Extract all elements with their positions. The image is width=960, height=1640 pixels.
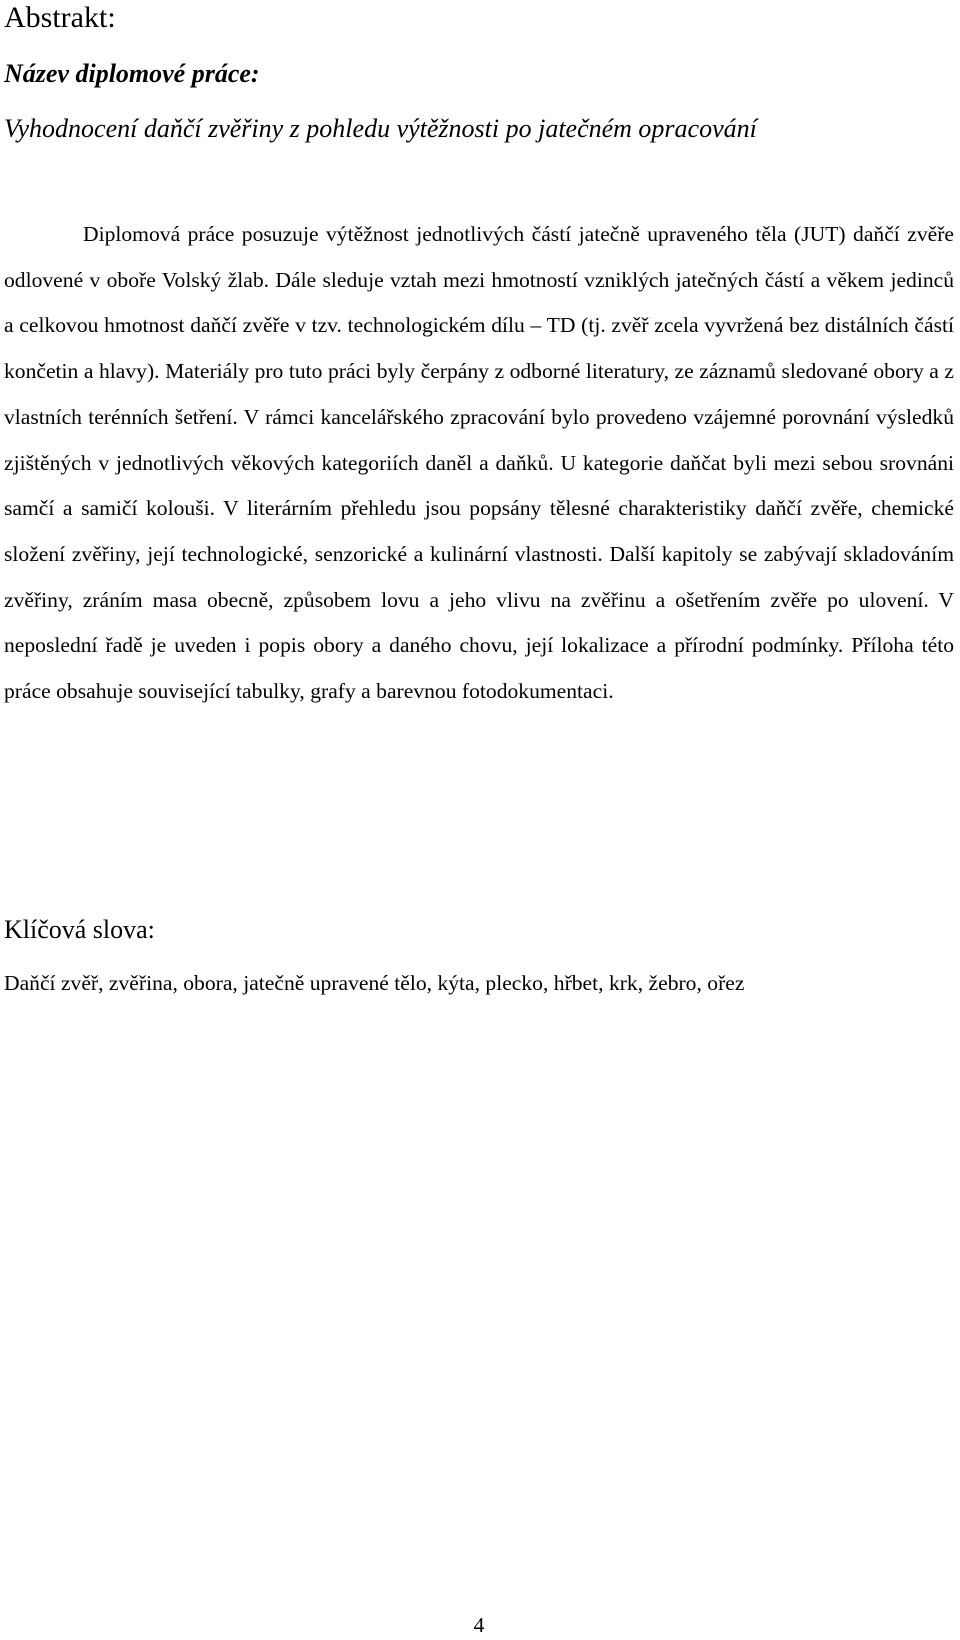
thesis-title-label: Název diplomové práce: xyxy=(4,59,260,88)
abstract-heading: Abstrakt: xyxy=(4,1,116,34)
page-number: 4 xyxy=(473,1613,485,1637)
abstract-paragraph: Diplomová práce posuzuje výtěžnost jednotlivých částí jatečně upraveného těla (JUT) daňčí zvěře odlovené v oboře Volský žlab. Dále sleduje vztah mezi hmotností vzniklých jatečných částí a věkem jedinců a celkovou hmotnost daňčí zvěře v tzv. technologickém dílu – TD (tj. zvěř zcela vyvržená bez distálních částí končetin a hlavy). Materiály pro tuto práci byly čerpány z odborné literatury, ze záznamů sledované obory a z vlastních terénních šetření. V rámci kancelářského zpracování bylo provedeno vzájemné porovnání výsledků zjištěných v jednotlivých věkových kategoriích daněl a daňků. U kategorie daňčat byli mezi sebou srovnáni samčí a samičí kolouši. V literárním přehledu jsou popsány tělesné charakteristiky daňčí zvěře, chemické složení zvěřiny, její technologické, senzorické a kulinární vlastnosti. Další kapitoly se zabývají skladováním zvěřiny, zráním masa obecně, způsobem lovu a jeho vlivu na zvěřinu a ošetřením zvěře po ulovení. V neposlední řadě je uveden i popis obory a daného chovu, její lokalizace a přírodní podmínky. Příloha této práce obsahuje související tabulky, grafy a barevnou fotodokumentaci. xyxy=(4,222,954,704)
keywords-heading: Klíčová slova: xyxy=(4,915,155,944)
thesis-title: Vyhodnocení daňčí zvěřiny z pohledu výtěžnosti po jatečném opracování xyxy=(4,114,757,143)
keywords-text: Daňčí zvěř, zvěřina, obora, jatečně upravené tělo, kýta, plecko, hřbet, krk, žebro, ořez xyxy=(4,971,745,995)
